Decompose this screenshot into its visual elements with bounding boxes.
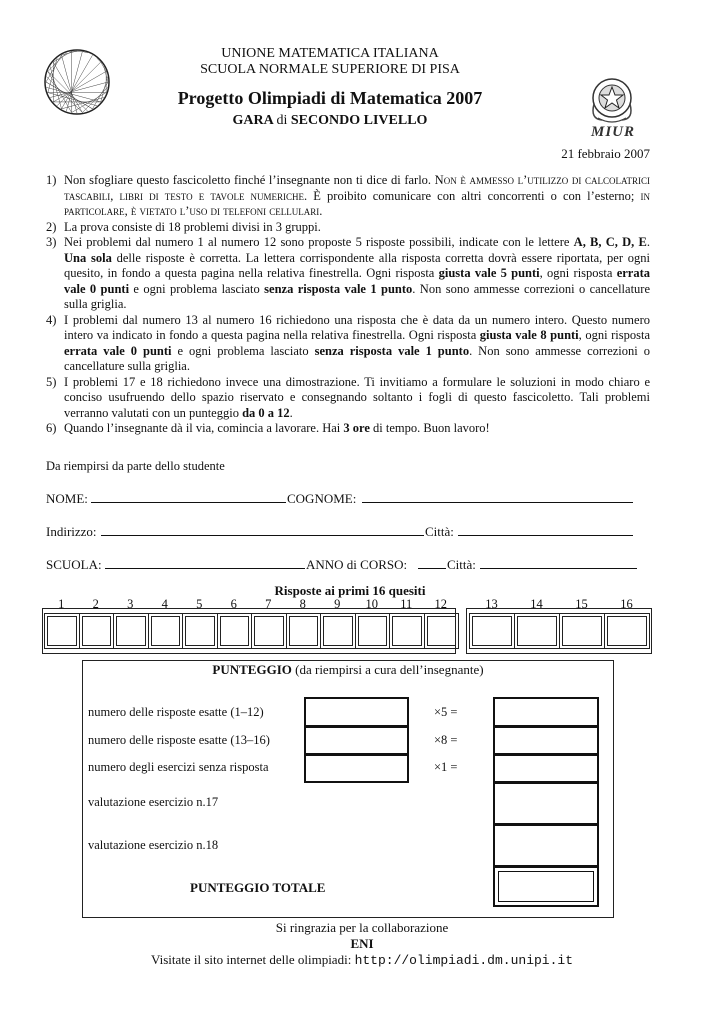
instruction-text: I problemi dal numero 13 al numero 16 richiedono una risposta che è data da un numero intero. Questo numero intero va indicato in fondo a questa pagina nella relativa finestrella. Ogni risposta xyxy=(64,312,650,342)
answer-number-label: 5 xyxy=(196,597,203,611)
instruction-text: . Non sono ammesse correzioni o cancellature sulla griglia. xyxy=(64,343,650,373)
instruction-number: 6) xyxy=(46,421,57,435)
org-name: UNIONE MATEMATICA ITALIANA xyxy=(221,46,439,61)
answers-title: Risposte ai primi 16 quesiti xyxy=(274,583,426,598)
instruction-text: in particolare, è vietato l’uso di telefoni cellulari. xyxy=(64,188,650,218)
instruction-text: . Non sono ammesse correzioni o cancellature sulla griglia. xyxy=(64,281,651,311)
eval-18-box[interactable] xyxy=(493,824,599,867)
score-row-label: numero delle risposte esatte (13–16) xyxy=(88,733,270,747)
instruction-text: Quando l’insegnante dà il via, comincia a lavorare. Hai xyxy=(64,421,344,435)
answer-number-label: 7 xyxy=(265,597,272,611)
points-box-blank[interactable] xyxy=(493,754,599,783)
answer-number-label: 8 xyxy=(299,597,306,611)
competition-level: GARA di SECONDO LIVELLO xyxy=(232,113,428,128)
instruction-text: di tempo. Buon lavoro! xyxy=(369,421,490,435)
answer-box-16[interactable] xyxy=(604,613,650,649)
instruction-text: A, B, C, D, E xyxy=(573,235,647,249)
answer-number-label: 14 xyxy=(530,597,543,611)
answer-number-label: 12 xyxy=(434,597,447,611)
indirizzo-label: Indirizzo: xyxy=(46,524,97,539)
scuola-field[interactable] xyxy=(105,568,305,569)
exam-date: 21 febbraio 2007 xyxy=(561,146,650,161)
total-box[interactable] xyxy=(498,871,594,902)
instruction-text: senza risposta vale 1 punto xyxy=(314,343,470,358)
answer-box-3[interactable] xyxy=(113,613,149,649)
instruction-text: , ogni risposta xyxy=(539,266,617,280)
olimpiadi-link[interactable]: http://olimpiadi.dm.unipi.it xyxy=(354,953,573,968)
instruction-text: Nei problemi dal numero 1 al numero 12 sono proposte 5 risposte possibili, indicate con le lettere xyxy=(64,235,574,249)
instruction-text: . xyxy=(646,235,650,249)
answer-box-8[interactable] xyxy=(286,613,322,649)
answer-number-label: 3 xyxy=(127,597,134,611)
page-title: Progetto Olimpiadi di Matematica 2007 xyxy=(177,88,483,108)
instruction-item xyxy=(46,375,650,422)
instruction-number: 3) xyxy=(46,235,57,249)
instruction-text: e ogni problema lasciato xyxy=(129,281,265,296)
answer-box-9[interactable] xyxy=(320,613,356,649)
count-box-13-16[interactable] xyxy=(304,726,409,755)
answer-number-label: 10 xyxy=(365,597,378,611)
answer-box-11[interactable] xyxy=(389,613,425,649)
citta2-label: Città: xyxy=(447,557,476,572)
anno-corso-field[interactable] xyxy=(418,568,446,569)
score-title: PUNTEGGIO (da riempirsi a cura dell’insegnante) xyxy=(212,662,484,677)
nome-field[interactable] xyxy=(91,502,286,503)
answer-box-5[interactable] xyxy=(182,613,218,649)
cognome-label: COGNOME: xyxy=(287,491,357,506)
score-row-label: numero delle risposte esatte (1–12) xyxy=(88,705,264,719)
multiplier-5: ×5 = xyxy=(434,705,458,719)
instruction-text: I problemi 17 e 18 richiedono invece una dimostrazione. Ti invitiamo a formulare le soluzioni in modo chiaro e conciso usufruendo dello spazio riservato e consegnando soltanto i fogli di questo fascicoletto. Tali problemi verranno valutati con un punteggio xyxy=(64,374,650,420)
school-name: SCUOLA NORMALE SUPERIORE DI PISA xyxy=(200,62,460,77)
instruction-item xyxy=(46,220,650,236)
answer-number-label: 6 xyxy=(230,597,237,611)
count-box-blank[interactable] xyxy=(304,754,409,783)
instruction-number: 4) xyxy=(46,312,57,327)
miur-label: MIUR xyxy=(590,124,635,140)
answer-box-4[interactable] xyxy=(148,613,184,649)
answer-number-label: 11 xyxy=(400,597,413,611)
instruction-text: 3 ore xyxy=(343,421,370,435)
answer-number-label: 1 xyxy=(58,597,65,611)
instruction-text: errata vale 0 punti xyxy=(64,266,651,296)
answer-box-1[interactable] xyxy=(44,613,80,649)
eval-17-label: valutazione esercizio n.17 xyxy=(88,795,219,809)
points-box-13-16[interactable] xyxy=(493,726,599,755)
citta2-field[interactable] xyxy=(480,568,637,569)
answer-number-label: 16 xyxy=(620,597,633,611)
instruction-number: 5) xyxy=(46,374,57,389)
multiplier-8: ×8 = xyxy=(434,733,458,747)
multiplier-1: ×1 = xyxy=(434,760,458,774)
answer-box-2[interactable] xyxy=(79,613,115,649)
thanks-text: Si ringrazia per la collaborazione xyxy=(275,920,449,935)
instruction-text: giusta vale 8 punti xyxy=(479,328,579,342)
answer-box-14[interactable] xyxy=(514,613,560,649)
instruction-item xyxy=(46,235,650,313)
instruction-text: , ogni risposta xyxy=(578,328,651,342)
instruction-text: È proibito comunicare con altri concorrenti o con l’esterno; xyxy=(307,188,641,203)
answer-number-label: 9 xyxy=(334,597,341,611)
umi-logo xyxy=(43,48,111,116)
instruction-text: Non è ammesso l’utilizzo di calcolatrici tascabili, libri di testo e tavole numeriche. xyxy=(64,173,650,203)
answer-number-label: 15 xyxy=(575,597,588,611)
instruction-item xyxy=(46,173,650,220)
answer-box-6[interactable] xyxy=(217,613,253,649)
instruction-text: giusta vale 5 punti xyxy=(438,266,540,280)
count-box-1-12[interactable] xyxy=(304,697,409,727)
nome-label: NOME: xyxy=(46,491,88,506)
eval-18-label: valutazione esercizio n.18 xyxy=(88,838,219,852)
citta-label: Città: xyxy=(425,524,454,539)
instruction-text: senza risposta vale 1 punto xyxy=(264,281,413,296)
instruction-item xyxy=(46,313,650,375)
answer-number-label: 13 xyxy=(485,597,498,611)
instruction-text: Non sfogliare questo fascicoletto finché l’insegnante non ti dice di farlo. xyxy=(64,173,435,187)
answer-box-12[interactable] xyxy=(424,613,460,649)
republic-emblem-icon xyxy=(588,74,636,128)
instruction-number: 2) xyxy=(46,219,57,234)
instruction-text: La prova consiste di 18 problemi divisi in 3 gruppi. xyxy=(64,219,321,234)
instruction-number: 1) xyxy=(46,173,57,187)
citta-field[interactable] xyxy=(458,535,633,536)
instructions-list xyxy=(46,173,650,437)
student-section-label: Da riempirsi da parte dello studente xyxy=(46,459,225,473)
answer-number-label: 4 xyxy=(161,597,168,611)
instruction-text: da 0 a 12 xyxy=(242,405,290,420)
indirizzo-field[interactable] xyxy=(101,535,424,536)
scuola-label: SCUOLA: xyxy=(46,557,102,572)
instruction-text: e ogni problema lasciato xyxy=(171,343,315,358)
sponsor-name: ENI xyxy=(350,936,374,951)
instruction-text: Una sola xyxy=(64,250,112,265)
instruction-text: . xyxy=(289,405,293,420)
answer-number-label: 2 xyxy=(92,597,99,611)
total-label: PUNTEGGIO TOTALE xyxy=(190,880,326,895)
cognome-field[interactable] xyxy=(362,502,633,503)
instruction-text: errata vale 0 punti xyxy=(64,343,172,358)
answer-box-7[interactable] xyxy=(251,613,287,649)
score-row-label: numero degli esercizi senza risposta xyxy=(88,760,269,774)
instruction-text: delle risposte è corretta. La lettera corrispondente alla risposta corretta dovrà essere riportata, per ogni quesito, in fondo a questa pagina nella relativa finestrella. Ogni risposta xyxy=(64,250,650,280)
instruction-item xyxy=(46,421,650,437)
eval-17-box[interactable] xyxy=(493,782,599,825)
points-box-1-12[interactable] xyxy=(493,697,599,727)
anno-corso-label: ANNO di CORSO: xyxy=(306,557,408,572)
visit-text: Visitate il sito internet delle olimpiadi: http://olimpiadi.dm.unipi.it xyxy=(150,952,573,968)
answer-box-10[interactable] xyxy=(355,613,391,649)
answer-box-13[interactable] xyxy=(469,613,515,649)
answer-box-15[interactable] xyxy=(559,613,605,649)
